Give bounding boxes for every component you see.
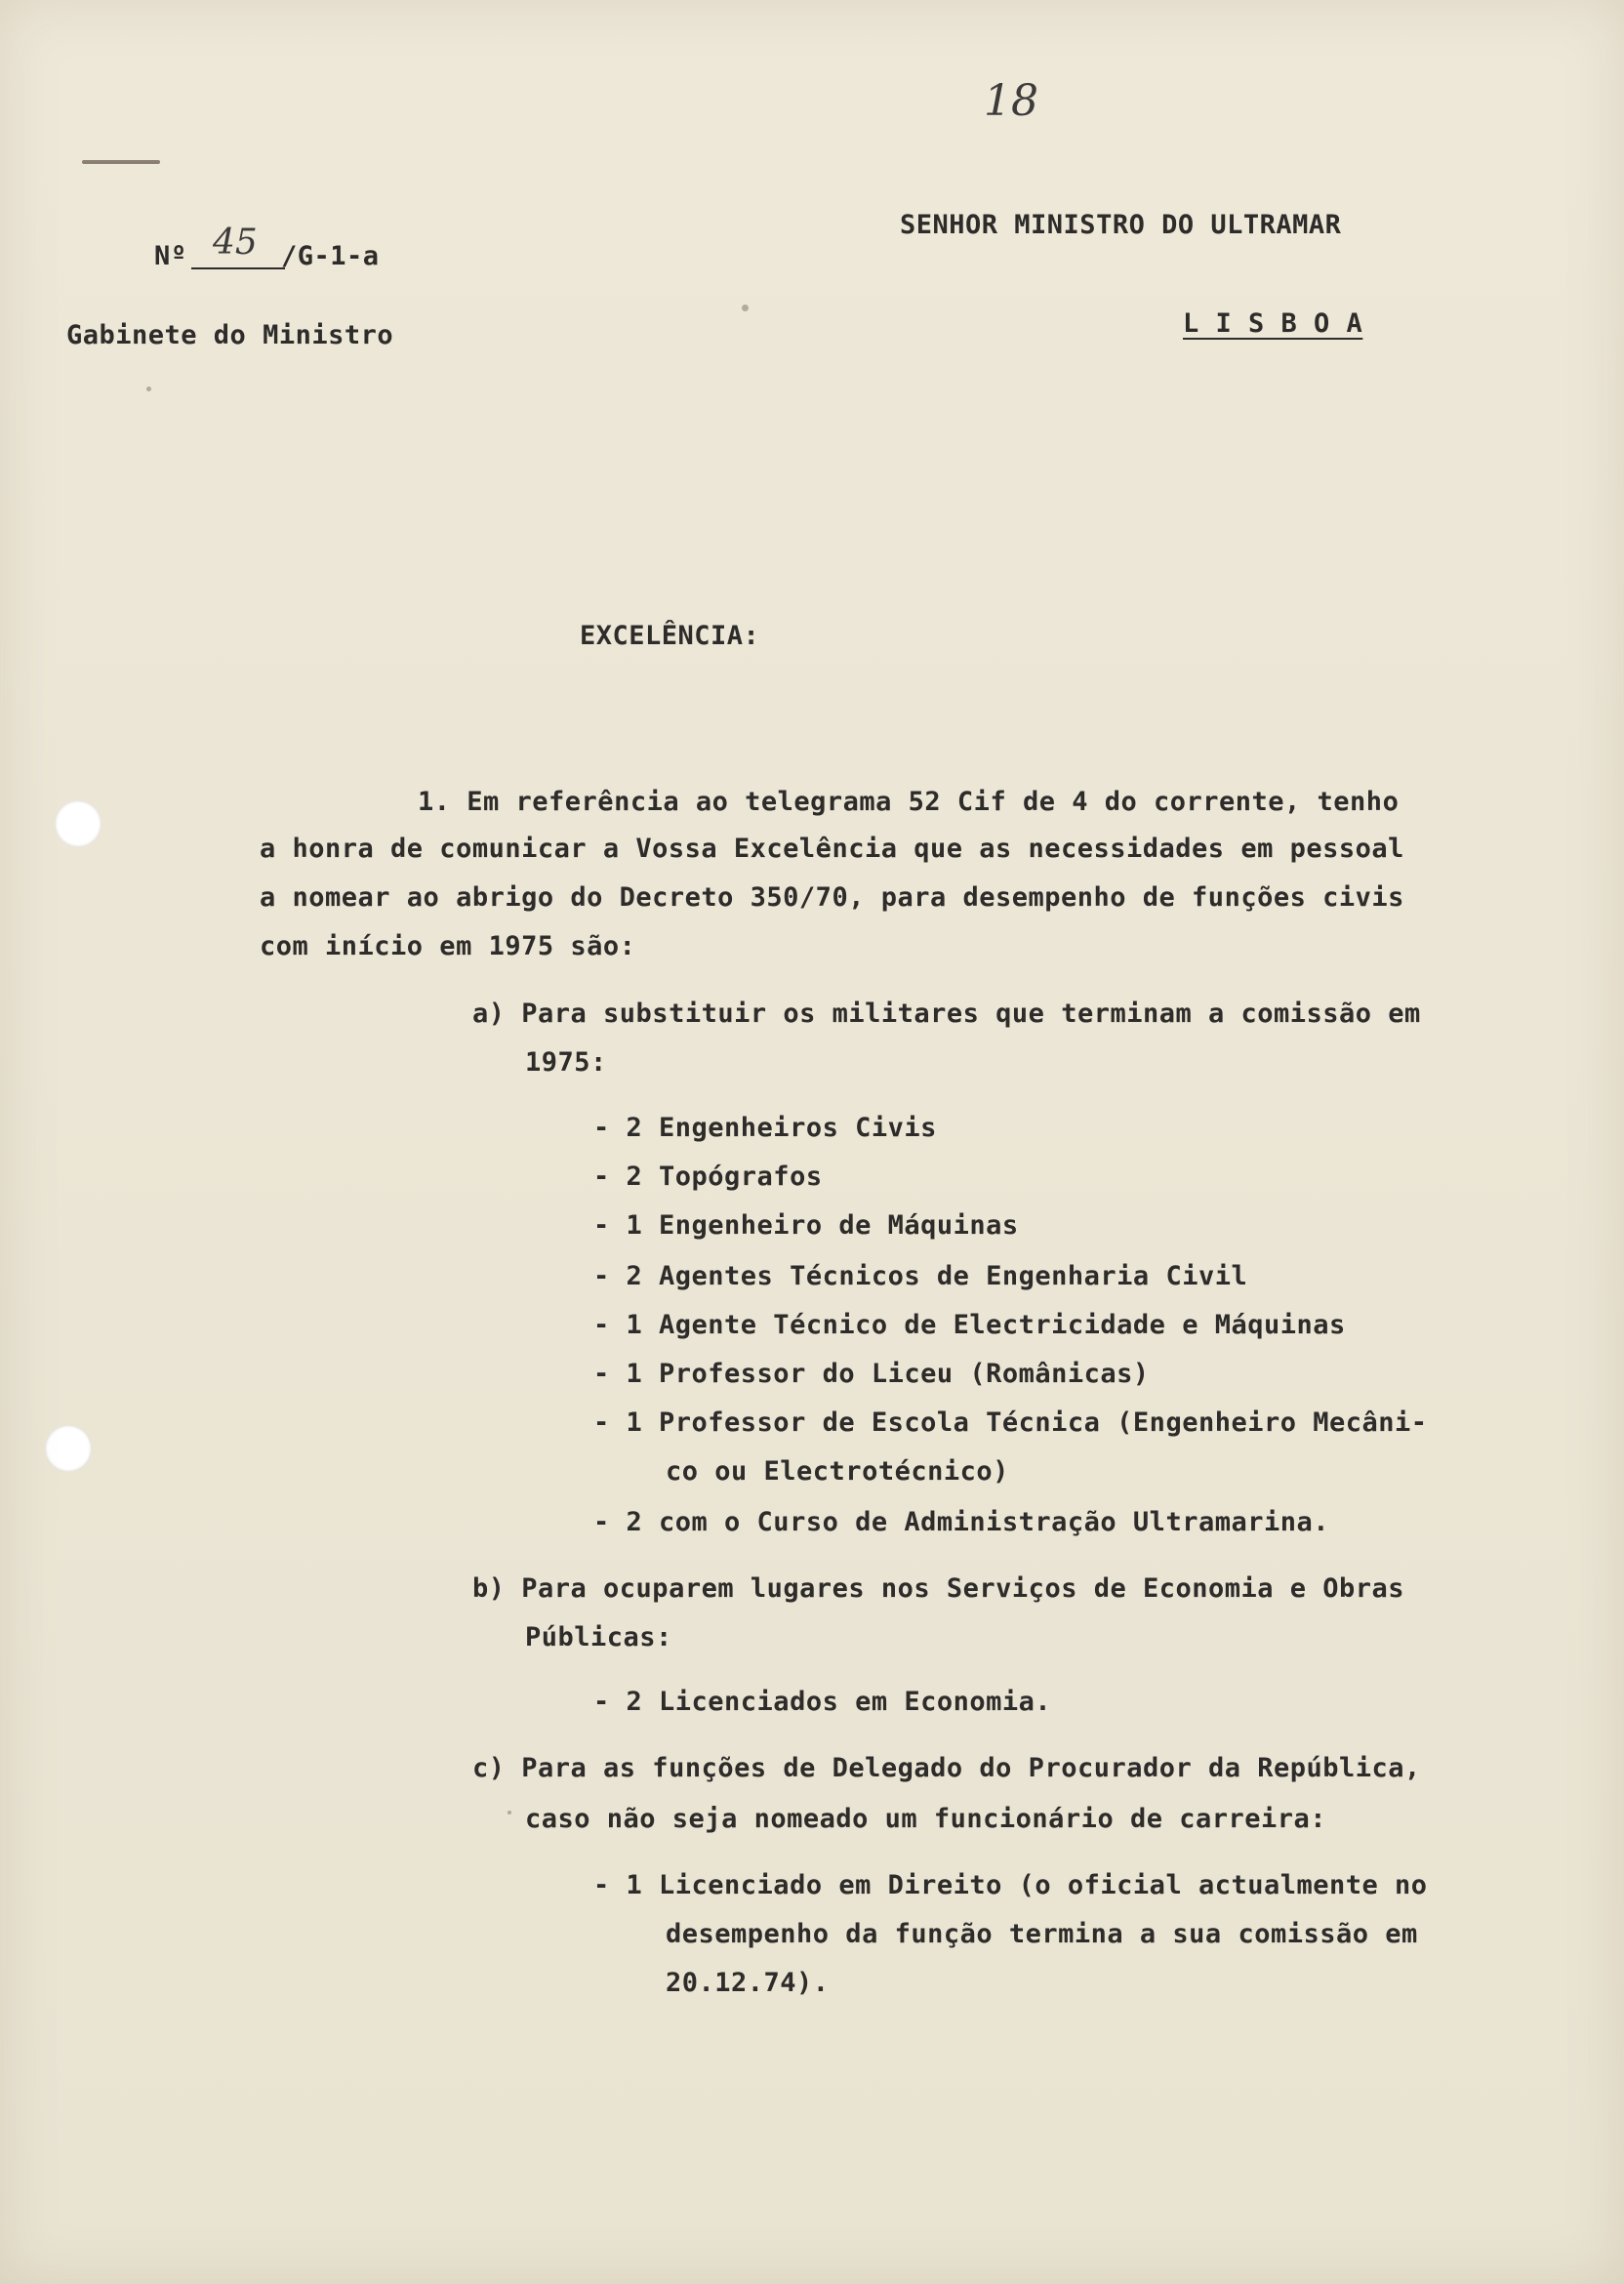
reference-code: /G-1-a xyxy=(281,241,380,271)
reference-number-label: Nº xyxy=(154,241,187,271)
paragraph-line: a nomear ao abrigo do Decreto 350/70, para desempenho de funções civis xyxy=(260,882,1404,913)
reference-number-line xyxy=(191,267,285,269)
reference-handwritten-number: 45 xyxy=(213,223,258,263)
list-item: - 2 Agentes Técnicos de Engenharia Civil xyxy=(593,1261,1248,1291)
paper-speck xyxy=(508,1811,511,1815)
list-item: - 2 Licenciados em Economia. xyxy=(593,1687,1052,1717)
paper-speck xyxy=(146,387,151,391)
item-a-heading: a) Para substituir os militares que terminam a comissão em xyxy=(472,999,1421,1029)
staple-mark xyxy=(82,160,160,164)
item-c-heading: c) Para as funções de Delegado do Procurador da República, xyxy=(472,1753,1421,1783)
office-name: Gabinete do Ministro xyxy=(66,320,394,350)
list-item-cont: desempenho da função termina a sua comissão em xyxy=(666,1919,1418,1949)
paper-speck xyxy=(742,305,749,311)
paragraph-line: a honra de comunicar a Vossa Excelência que as necessidades em pessoal xyxy=(260,834,1404,864)
list-item: - 1 Agente Técnico de Electricidade e Máquinas xyxy=(593,1310,1346,1340)
list-item: - 2 Engenheiros Civis xyxy=(593,1113,937,1143)
list-item: - 1 Licenciado em Direito (o oficial actualmente no xyxy=(593,1870,1428,1900)
list-item-cont: 20.12.74). xyxy=(666,1968,830,1998)
paragraph-line: com início em 1975 são: xyxy=(260,931,636,961)
item-a-heading-cont: 1975: xyxy=(525,1047,607,1078)
salutation: EXCELÊNCIA: xyxy=(580,621,760,651)
item-b-heading: b) Para ocuparem lugares nos Serviços de Economia e Obras xyxy=(472,1573,1405,1604)
list-item: - 2 com o Curso de Administração Ultramarina. xyxy=(593,1507,1329,1537)
list-item-cont: co ou Electrotécnico) xyxy=(666,1456,1009,1487)
punch-hole xyxy=(55,800,102,847)
paragraph-line: 1. Em referência ao telegrama 52 Cif de 4 do corrente, tenho xyxy=(418,787,1400,817)
folio-number: 18 xyxy=(984,76,1038,126)
list-item: - 1 Engenheiro de Máquinas xyxy=(593,1210,1019,1241)
list-item: - 2 Topógrafos xyxy=(593,1162,823,1192)
item-b-heading-cont: Públicas: xyxy=(525,1622,672,1652)
addressee-title: SENHOR MINISTRO DO ULTRAMAR xyxy=(900,210,1342,240)
list-item: - 1 Professor do Liceu (Românicas) xyxy=(593,1359,1150,1389)
item-c-heading-cont: caso não seja nomeado um funcionário de carreira: xyxy=(525,1804,1327,1834)
addressee-city: L I S B O A xyxy=(1183,308,1363,339)
list-item: - 1 Professor de Escola Técnica (Engenheiro Mecâni- xyxy=(593,1407,1428,1438)
punch-hole xyxy=(45,1425,92,1472)
